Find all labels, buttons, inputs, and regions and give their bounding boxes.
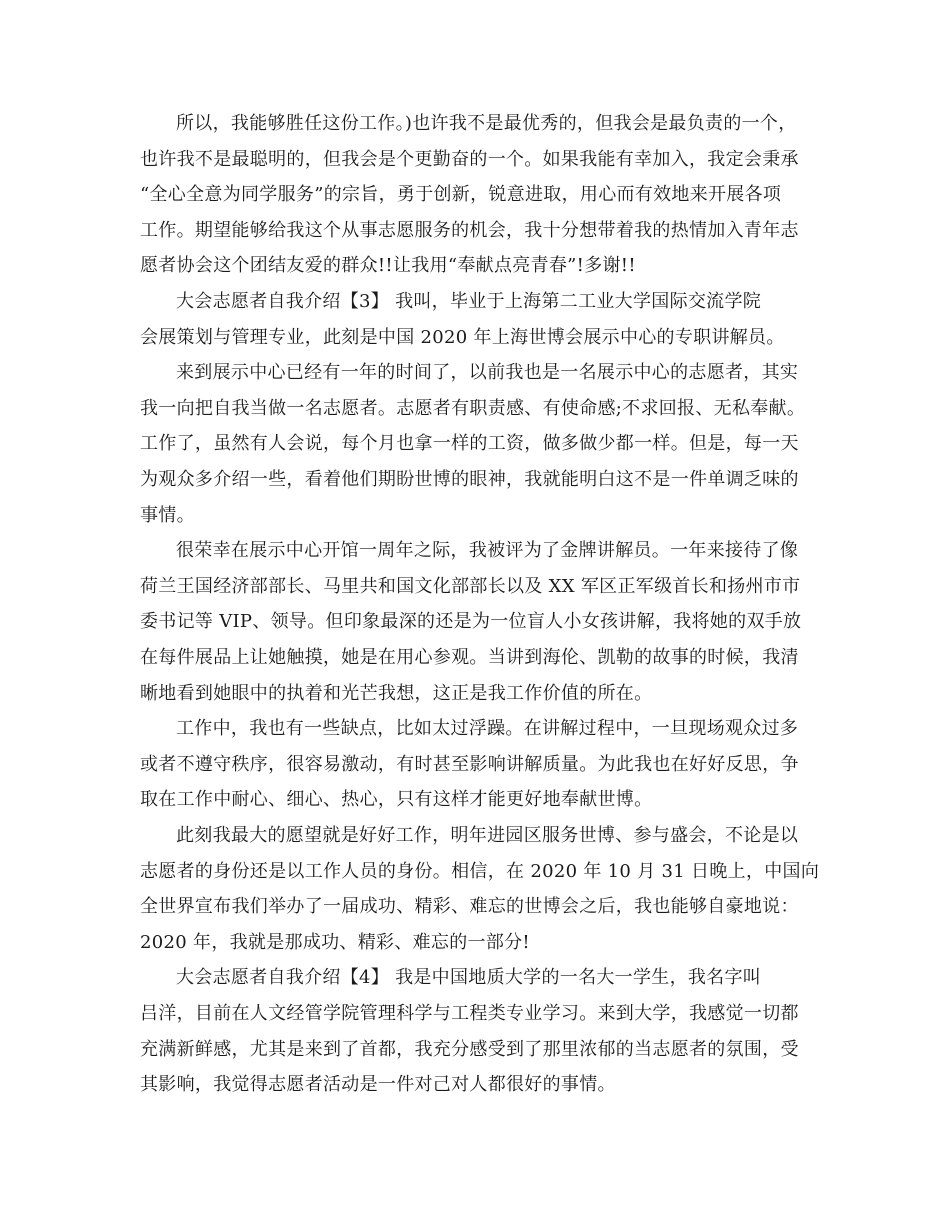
text-line: 很荣幸在展示中心开馆一周年之际，我被评为了金牌讲解员。一年来接待了像 <box>176 540 799 561</box>
text-line: 取在工作中耐心、细心、热心，只有这样才能更好地奉献世博。 <box>140 789 653 810</box>
text-line: 所以，我能够胜任这份工作。)也许我不是最优秀的，但我会是最负责的一个， <box>176 113 797 134</box>
text-line: 此刻我最大的愿望就是好好工作，明年进园区服务世博、参与盛会，不论是以 <box>176 825 799 846</box>
text-line: 我一向把自我当做一名志愿者。志愿者有职责感、有使命感;不求回报、无私奉献。 <box>140 398 806 419</box>
section-heading-3: 大会志愿者自我介绍【3】 我叫，毕业于上海第二工业大学国际交流学院 <box>176 291 762 312</box>
section-heading-4: 大会志愿者自我介绍【4】 我是中国地质大学的一名大一学生，我名字叫 <box>176 967 762 988</box>
text-line: 志愿者的身份还是以工作人员的身份。相信，在 2020 年 10 月 31 日晚上，中国向 <box>140 861 820 882</box>
text-line: “全心全意为同学服务”的宗旨，勇于创新，锐意进取，用心而有效地来开展各项 <box>140 184 782 205</box>
text-line: 也许我不是最聪明的，但我会是个更勤奋的一个。如果我能有幸加入，我定会秉承 <box>140 149 799 170</box>
text-line: 为观众多介绍一些，看着他们期盼世博的眼神，我就能明白这不是一件单调乏味的 <box>140 469 799 490</box>
text-line: 愿者协会这个团结友爱的群众!!让我用“奉献点亮青春”!多谢!! <box>140 255 636 276</box>
text-line: 工作。期望能够给我这个从事志愿服务的机会，我十分想带着我的热情加入青年志 <box>140 220 799 241</box>
text-line: 荷兰王国经济部部长、马里共和国文化部部长以及 XX 军区正军级首长和扬州市市 <box>140 576 801 597</box>
text-line: 晰地看到她眼中的执着和光芒我想，这正是我工作价值的所在。 <box>140 683 653 704</box>
text-line: 其影响，我觉得志愿者活动是一件对己对人都很好的事情。 <box>140 1074 616 1095</box>
text-line: 或者不遵守秩序，很容易激动，有时甚至影响讲解质量。为此我也在好好反思，争 <box>140 754 799 775</box>
text-line: 会展策划与管理专业，此刻是中国 2020 年上海世博会展示中心的专职讲解员。 <box>140 327 785 348</box>
text-line: 工作了，虽然有人会说，每个月也拿一样的工资，做多做少都一样。但是，每一天 <box>140 433 799 454</box>
text-line: 事情。 <box>140 505 195 526</box>
text-line: 来到展示中心已经有一年的时间了，以前我也是一名展示中心的志愿者，其实 <box>176 362 799 383</box>
text-line: 吕洋，目前在人文经管学院管理科学与工程类专业学习。来到大学，我感觉一切都 <box>140 1003 799 1024</box>
text-line: 在每件展品上让她触摸，她是在用心参观。当讲到海伦、凯勒的故事的时候，我清 <box>140 647 799 668</box>
text-line: 充满新鲜感，尤其是来到了首都，我充分感受到了那里浓郁的当志愿者的氛围，受 <box>140 1039 799 1060</box>
text-line: 全世界宣布我们举办了一届成功、精彩、难忘的世博会之后，我也能够自豪地说： <box>140 896 799 917</box>
text-line: 工作中，我也有一些缺点，比如太过浮躁。在讲解过程中，一旦现场观众过多 <box>176 718 799 739</box>
text-line: 2020 年，我就是那成功、精彩、难忘的一部分! <box>140 932 530 953</box>
text-line: 委书记等 VIP、领导。但印象最深的还是为一位盲人小女孩讲解，我将她的双手放 <box>140 611 802 632</box>
